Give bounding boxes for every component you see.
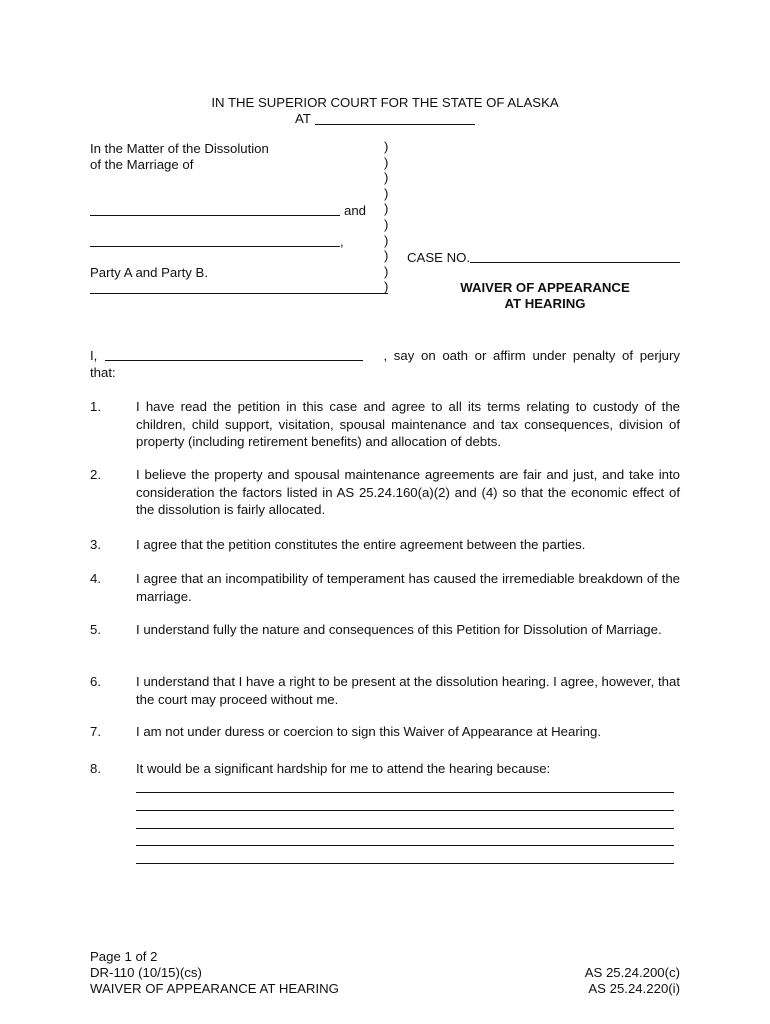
paren: ) <box>384 248 389 264</box>
item-number: 1. <box>90 399 101 414</box>
item-number: 8. <box>90 761 101 776</box>
oath-suffix: , say on oath or affirm under penalty of perjury <box>383 348 680 363</box>
paren: ) <box>384 185 389 201</box>
hardship-answer-line[interactable] <box>136 828 674 829</box>
paren: ) <box>384 232 389 248</box>
paren: ) <box>384 201 389 217</box>
and-label: and <box>344 203 367 218</box>
statute-reference-1: AS 25.24.200(c) <box>584 965 680 980</box>
item-text: It would be a significant hardship for me to attend the hearing because: <box>136 761 551 776</box>
comma-label: , <box>340 234 344 249</box>
matter-line-1: In the Matter of the Dissolution <box>90 141 269 156</box>
item-text: I am not under duress or coercion to sign this Waiver of Appearance at Hearing. <box>136 724 601 739</box>
caption-parenthesis-column <box>384 139 394 295</box>
party-a-name-field[interactable] <box>90 215 340 216</box>
paren: ) <box>384 154 389 170</box>
paren: ) <box>384 139 389 154</box>
item-number: 2. <box>90 467 101 482</box>
item-text: I agree that an incompatibility of temperament has caused the irremediable breakdown of the marriage. <box>136 571 680 604</box>
page-number: Page 1 of 2 <box>90 949 158 964</box>
paren: ) <box>384 216 389 232</box>
hardship-answer-line[interactable] <box>136 863 674 864</box>
case-no-field[interactable] <box>470 262 680 263</box>
item-text: I agree that the petition constitutes the entire agreement between the parties. <box>136 537 586 552</box>
item-number: 7. <box>90 724 101 739</box>
form-title-footer: WAIVER OF APPEARANCE AT HEARING <box>90 981 339 996</box>
court-location-field[interactable] <box>315 124 475 125</box>
court-location-label: AT <box>295 111 311 126</box>
court-heading: IN THE SUPERIOR COURT FOR THE STATE OF ALASKA <box>211 95 559 110</box>
paren: ) <box>384 170 389 186</box>
item-number: 6. <box>90 674 101 689</box>
item-number: 5. <box>90 622 101 637</box>
paren: ) <box>384 263 389 279</box>
item-number: 3. <box>90 537 101 552</box>
hardship-answer-line[interactable] <box>136 810 674 811</box>
item-text: I believe the property and spousal maintenance agreements are fair and just, and take into consideration the factors listed in AS 25.24.160(a)(2) and (4) so that the economic effect of the dissolution is fairly allocated. <box>136 467 680 517</box>
statute-reference-2: AS 25.24.220(i) <box>588 981 680 996</box>
case-no-label: CASE NO. <box>407 250 471 265</box>
oath-prefix: I, <box>90 348 98 363</box>
oath-continuation: that: <box>90 365 116 380</box>
paren: ) <box>384 279 389 295</box>
document-title-line-2: AT HEARING <box>504 296 586 311</box>
item-text: I understand fully the nature and consequences of this Petition for Dissolution of Marriage. <box>136 622 662 637</box>
parties-label: Party A and Party B. <box>90 265 209 280</box>
form-code: DR-110 (10/15)(cs) <box>90 965 202 980</box>
party-b-name-field[interactable] <box>90 246 340 247</box>
matter-line-2: of the Marriage of <box>90 157 194 172</box>
item-number: 4. <box>90 571 101 586</box>
caption-bottom-rule <box>90 293 388 294</box>
item-text: I have read the petition in this case and agree to all its terms relating to custody of the children, child support, visitation, spousal maintenance and tax consequences, division of property (including retirement benefits) and allocation of debts. <box>136 399 680 449</box>
hardship-answer-line[interactable] <box>136 792 674 793</box>
document-title-line-1: WAIVER OF APPEARANCE <box>460 280 630 295</box>
item-text: I understand that I have a right to be present at the dissolution hearing. I agree, however, that the court may proceed without me. <box>136 674 680 707</box>
affiant-name-field[interactable] <box>105 360 363 361</box>
hardship-answer-line[interactable] <box>136 845 674 846</box>
